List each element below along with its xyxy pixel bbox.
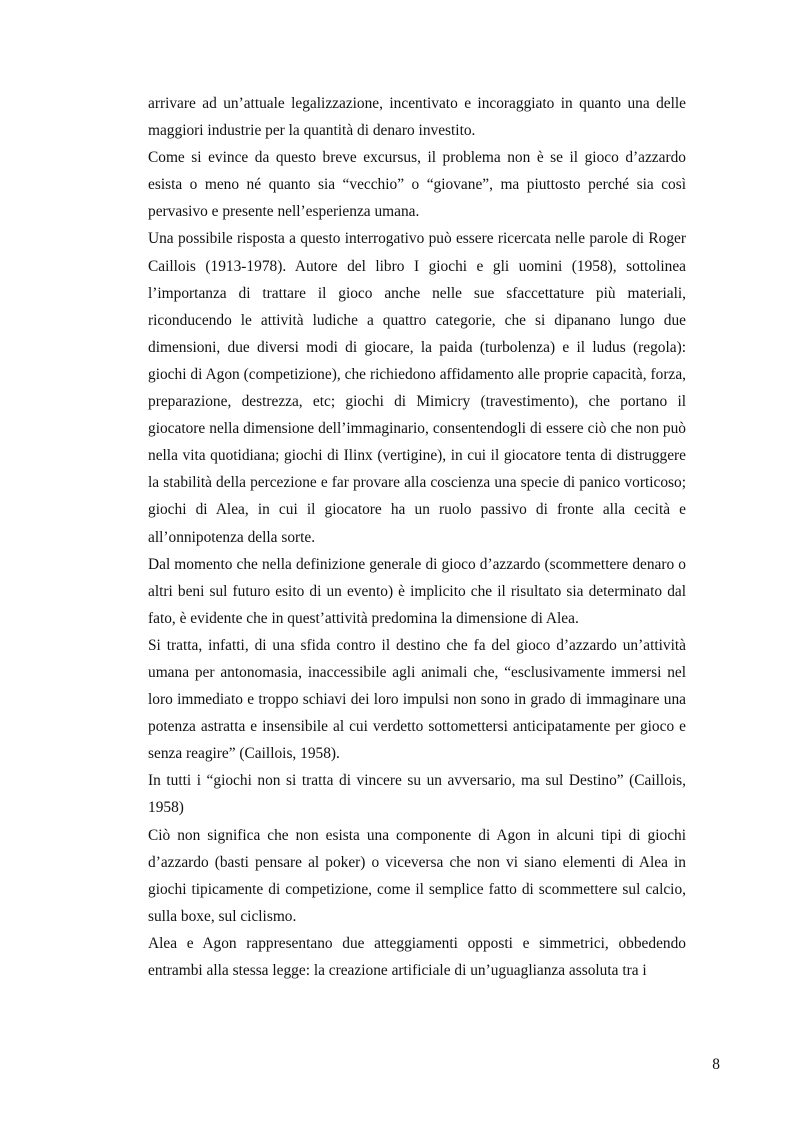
paragraph: arrivare ad un’attuale legalizzazione, incentivato e incoraggiato in quanto una delle maggiori industrie per la quantità di denaro investito. bbox=[148, 95, 686, 140]
page-number: 8 bbox=[712, 1056, 720, 1073]
paragraph: Una possibile risposta a questo interrogativo può essere ricercata nelle parole di Roger Caillois (1913-1978). Autore del libro I giochi e gli uomini (1958), sottolinea l’importanza di trattare il gioco anche nelle sue sfaccettature più materiali, riconducendo le attività ludiche a quattro categorie, che si dipanano lungo due dimensioni, due diversi modi di giocare, la paida (turbolenza) e il ludus (regola): giochi di Agon (competizione), che richiedono affidamento alle proprie capacità, forza, preparazione, destrezza, etc; giochi di Mimicry (travestimento), che portano il giocatore nella dimensione dell’immaginario, consentendogli di essere ciò che non può nella vita quotidiana; giochi di Ilinx (vertigine), in cui il giocatore tenta di distruggere la stabilità della percezione e far provare alla coscienza una specie di panico vorticoso; giochi di Alea, in cui il giocatore ha un ruolo passivo di fronte alla cecità e all’onnipotenza della sorte. bbox=[148, 230, 686, 546]
paragraph: Si tratta, infatti, di una sfida contro il destino che fa del gioco d’azzardo un’attività umana per antonomasia, inaccessibile agli animali che, “esclusivamente immersi nel loro immediato e troppo schiavi dei loro impulsi non sono in grado di immaginare una potenza astratta e insensibile al cui verdetto sottomettersi anticipatamente per gioco e senza reagire” (Caillois, 1958). bbox=[148, 636, 686, 763]
body-text bbox=[148, 90, 686, 984]
paragraph: Dal momento che nella definizione generale di gioco d’azzardo (scommettere denaro o altri beni sul futuro esito di un evento) è implicito che il risultato sia determinato dal fato, è evidente che in quest’attività predomina la dimensione di Alea. bbox=[148, 555, 686, 627]
paragraph: Ciò non significa che non esista una componente di Agon in alcuni tipi di giochi d’azzardo (basti pensare al poker) o viceversa che non vi siano elementi di Alea in giochi tipicamente di competizione, come il semplice fatto di scommettere sul calcio, sulla boxe, sul ciclismo. bbox=[148, 826, 686, 925]
paragraph: Come si evince da questo breve excursus, il problema non è se il gioco d’azzardo esista o meno né quanto sia “vecchio” o “giovane”, ma piuttosto perché sia così pervasivo e presente nell’esperienza umana. bbox=[148, 149, 686, 221]
paragraph: In tutti i “giochi non si tratta di vincere su un avversario, ma sul Destino” (Caillois, 1958) bbox=[148, 772, 686, 817]
paragraph: Alea e Agon rappresentano due atteggiamenti opposti e simmetrici, obbedendo entrambi alla stessa legge: la creazione artificiale di un’uguaglianza assoluta tra i bbox=[148, 934, 686, 979]
